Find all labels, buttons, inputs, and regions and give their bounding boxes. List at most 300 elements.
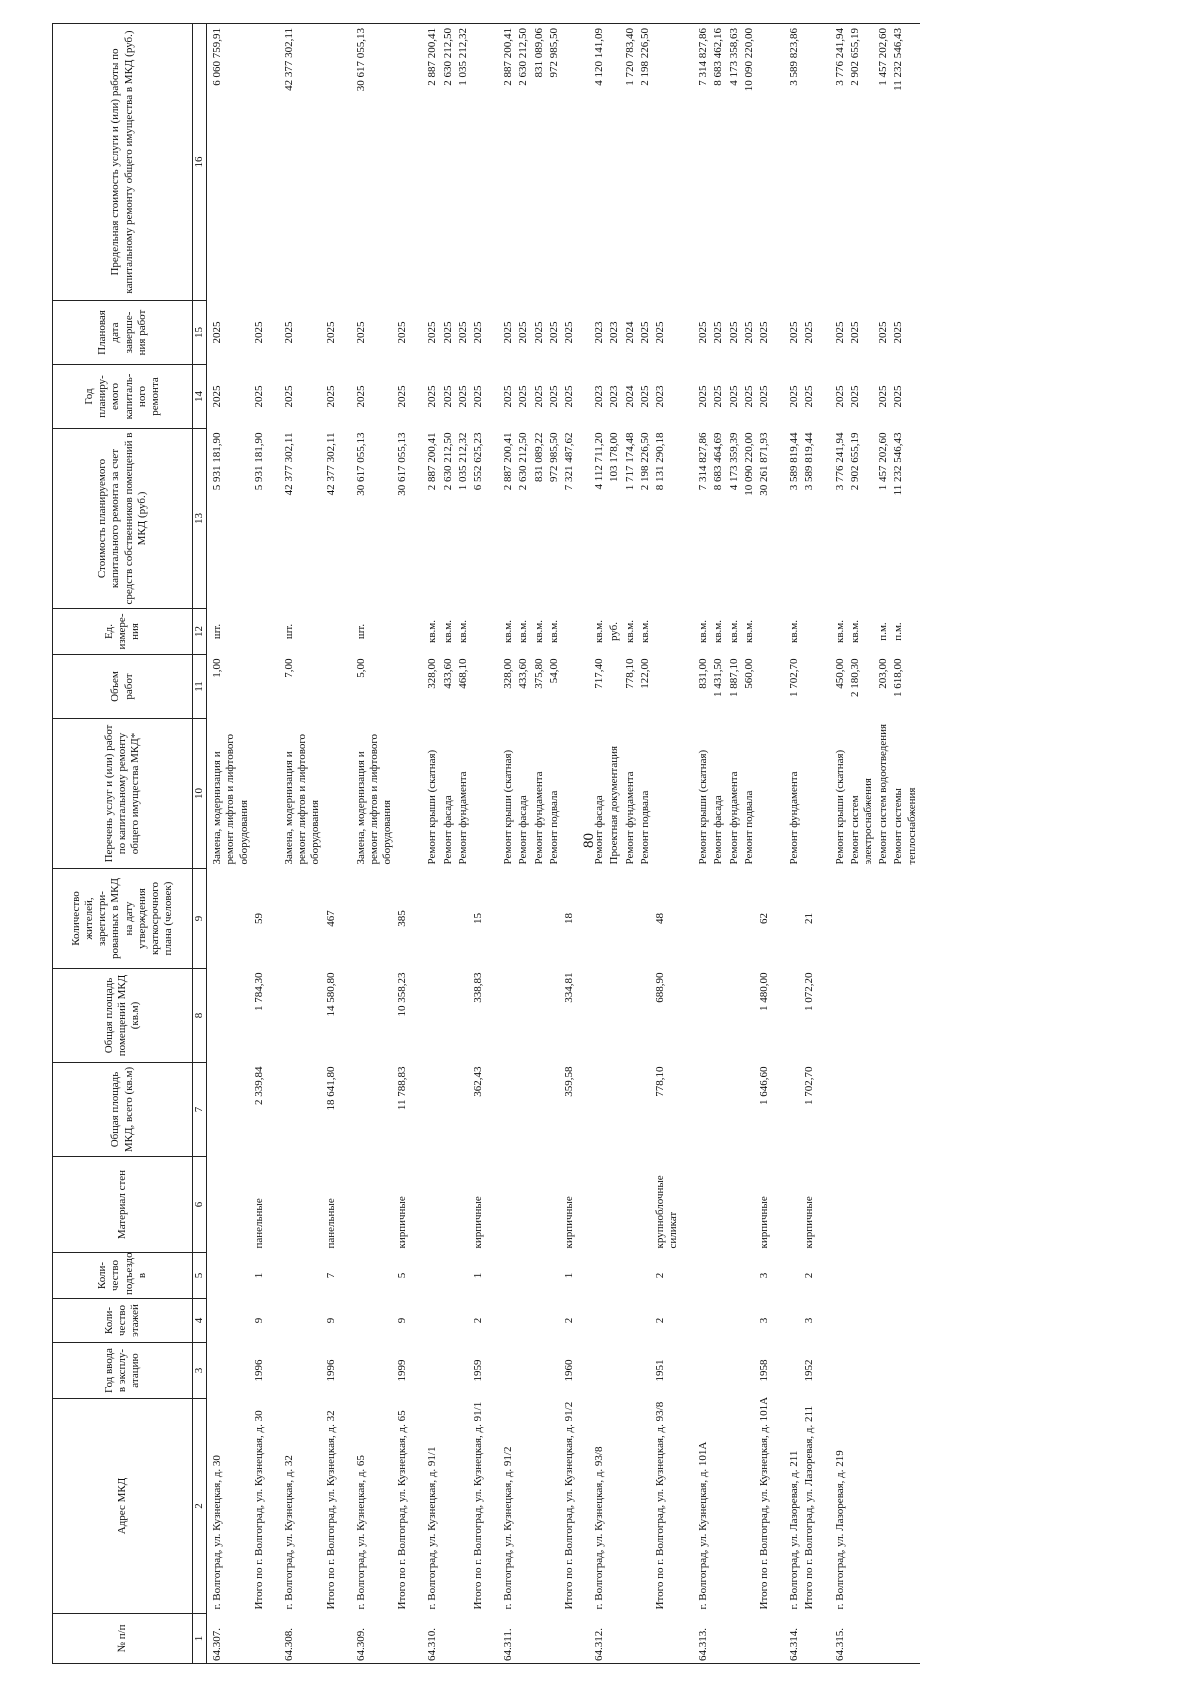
table-row — [623, 24, 638, 1664]
total-row — [324, 24, 354, 1664]
table-cell: Итого по г. Волгоград, ул. Кузнецкая, д. 93/8 — [653, 1401, 666, 1610]
table-cell — [456, 969, 471, 1063]
column-number: 10 — [193, 719, 207, 869]
table-cell — [592, 869, 607, 969]
table-cell: 30 261 871,93 — [758, 432, 770, 496]
column-header: Год ввода в эксплу-атацию — [53, 1343, 193, 1399]
table-cell: кв.м. — [848, 620, 861, 643]
table-cell — [532, 1399, 547, 1614]
table-cell: 468,10 — [456, 658, 469, 689]
table-cell — [638, 969, 653, 1063]
table-cell: кв.м. — [456, 620, 469, 643]
table-cell: 831,00 — [697, 658, 710, 689]
table-cell: 2025 — [532, 385, 545, 408]
table-cell — [562, 655, 592, 719]
table-cell — [516, 1157, 531, 1253]
table-cell: 2025 — [354, 385, 367, 408]
table-cell: 1 — [562, 1272, 575, 1279]
table-cell: Ремонт подвала — [638, 790, 651, 865]
table-cell: г. Волгоград, ул. Кузнецкая, д. 91/1 — [426, 1446, 439, 1610]
table-cell — [354, 1063, 396, 1157]
table-cell — [425, 869, 440, 969]
table-cell — [607, 24, 622, 301]
table-cell: кв.м. — [697, 620, 710, 643]
table-cell — [516, 1343, 531, 1399]
table-cell — [441, 1614, 456, 1664]
table-cell — [727, 869, 742, 969]
table-row — [501, 24, 516, 1664]
table-cell — [607, 1253, 622, 1299]
table-cell: кирпичные — [396, 1196, 409, 1249]
table-cell — [547, 1299, 562, 1343]
table-cell: Замена, модернизация и ремонт лифтов и лифтового оборудования — [354, 733, 394, 865]
table-cell: 64.312. — [592, 1614, 607, 1664]
table-cell: 3 589 819,44 — [803, 432, 816, 491]
column-number: 13 — [193, 429, 207, 609]
table-cell — [516, 1614, 531, 1664]
table-cell: Ремонт фасада — [517, 795, 530, 865]
table-cell — [848, 1157, 876, 1253]
table-cell: 2025 — [562, 321, 575, 344]
table-cell — [638, 1253, 653, 1299]
table-cell — [876, 869, 891, 969]
table-cell — [833, 1343, 848, 1399]
table-cell — [532, 969, 547, 1063]
table-cell — [696, 1253, 711, 1299]
table-cell: 2 887 200,41 — [501, 24, 516, 301]
table-cell — [848, 1343, 876, 1399]
table-cell — [607, 1343, 622, 1399]
table-row — [787, 24, 802, 1664]
rotated-page — [52, 24, 1170, 1664]
table-cell: п.м. — [877, 622, 890, 641]
table-cell — [742, 1253, 757, 1299]
table-cell: 2025 — [848, 321, 861, 344]
table-cell: п.м. — [892, 622, 905, 641]
total-row — [802, 24, 832, 1664]
table-cell: 2025 — [211, 321, 224, 344]
table-cell — [456, 1299, 471, 1343]
table-cell: 4 173 359,39 — [727, 432, 740, 491]
table-cell: Итого по г. Волгоград, ул. Кузнецкая, д. 30 — [252, 1410, 265, 1610]
column-number: 14 — [193, 365, 207, 429]
table-cell — [471, 719, 501, 869]
table-cell — [607, 1399, 622, 1614]
table-cell — [592, 1157, 607, 1253]
column-number: 1 — [193, 1614, 207, 1664]
table-cell: 560,00 — [742, 658, 755, 689]
table-cell: 2025 — [803, 321, 816, 344]
table-cell: кв.м. — [426, 620, 439, 643]
table-cell: Ремонт систем водоотведения — [877, 723, 890, 865]
table-cell: 2025 — [788, 321, 801, 344]
table-cell — [425, 1343, 440, 1399]
table-cell: кирпичные — [758, 1196, 770, 1249]
column-header: Общая площадь помещений МКД (кв.м) — [53, 969, 193, 1063]
table-cell: 7 — [324, 1272, 337, 1279]
table-cell: Ремонт фасада — [712, 795, 725, 865]
table-cell — [891, 869, 919, 969]
table-cell: 1 035 212,32 — [456, 24, 471, 301]
table-cell: 6 060 759,91 — [207, 24, 252, 301]
table-cell — [456, 1253, 471, 1299]
table-cell: Итого по г. Волгоград, ул. Кузнецкая, д. 91/1 — [472, 1401, 484, 1610]
table-cell — [742, 969, 757, 1063]
table-cell — [727, 1299, 742, 1343]
table-cell: 2025 — [282, 321, 295, 344]
table-cell: 433,60 — [441, 658, 454, 689]
table-cell: 2025 — [324, 385, 337, 408]
table-cell — [282, 869, 324, 969]
table-cell — [547, 1063, 562, 1157]
column-header: Перечень услуг и (или) работ по капитальному ремонту общего имущества МКД* — [53, 719, 193, 869]
table-cell: 5 931 181,90 — [252, 432, 265, 491]
table-cell: г. Волгоград, ул. Кузнецкая, д. 30 — [211, 1455, 224, 1610]
table-cell — [252, 719, 282, 869]
table-cell: 1 431,50 — [712, 658, 725, 697]
page-number: 80 — [581, 833, 597, 848]
table-cell — [547, 1399, 562, 1614]
table-row — [742, 24, 757, 1664]
table-cell — [207, 869, 252, 969]
table-cell: 2025 — [441, 321, 454, 344]
table-cell: 42 377 302,11 — [282, 24, 324, 301]
table-cell: 2 — [803, 1272, 816, 1279]
table-cell — [711, 969, 726, 1063]
table-row — [607, 24, 622, 1664]
column-header: Количество жителей, зарегистри-рованных в МКД на дату утверждения краткосрочного плана (человек) — [53, 869, 193, 969]
table-cell — [727, 1614, 742, 1664]
table-cell — [532, 1299, 547, 1343]
table-cell: 2025 — [697, 321, 710, 344]
table-cell: 2023 — [608, 321, 621, 344]
table-cell: 11 788,83 — [396, 1066, 409, 1111]
table-cell — [532, 869, 547, 969]
table-cell: 831 089,22 — [532, 432, 545, 482]
table-cell — [592, 1063, 607, 1157]
table-cell — [711, 1253, 726, 1299]
table-cell — [876, 969, 891, 1063]
table-cell: кв.м. — [441, 620, 454, 643]
table-cell: 8 131 290,18 — [653, 432, 666, 491]
table-cell — [623, 1343, 638, 1399]
table-cell — [623, 1299, 638, 1343]
table-cell — [742, 1614, 757, 1664]
table-cell: 2 630 212,50 — [441, 24, 456, 301]
table-cell — [501, 1343, 516, 1399]
table-cell — [207, 1253, 252, 1299]
total-row — [395, 24, 425, 1664]
table-cell: 2025 — [456, 385, 469, 408]
table-cell: 2025 — [426, 385, 439, 408]
table-cell: 62 — [758, 913, 770, 924]
table-cell: г. Волгоград, ул. Кузнецкая, д. 101А — [697, 1441, 710, 1610]
table-cell: 2025 — [727, 321, 740, 344]
table-cell — [802, 719, 832, 869]
table-cell: 1952 — [803, 1359, 816, 1382]
table-cell — [653, 609, 696, 655]
column-header: Плановая дата заверше-ния работ — [53, 301, 193, 365]
column-number: 3 — [193, 1343, 207, 1399]
table-cell — [711, 1399, 726, 1614]
table-cell — [516, 1299, 531, 1343]
table-cell — [252, 24, 282, 301]
table-cell: 64.309. — [354, 1614, 396, 1664]
table-cell: кв.м. — [623, 620, 636, 643]
table-cell — [607, 869, 622, 969]
table-cell — [696, 1299, 711, 1343]
table-cell: Ремонт подвала — [742, 790, 755, 865]
table-cell — [787, 1157, 802, 1253]
table-cell — [833, 1063, 848, 1157]
table-cell — [324, 719, 354, 869]
table-cell: Ремонт фундамента — [788, 771, 801, 865]
table-cell: 1 457 202,60 — [877, 432, 890, 491]
table-cell — [456, 869, 471, 969]
table-cell: 2025 — [877, 321, 890, 344]
table-cell — [711, 1343, 726, 1399]
table-cell — [456, 1063, 471, 1157]
table-cell: руб. — [608, 621, 621, 642]
table-cell — [471, 655, 501, 719]
table-cell: 7 314 827,86 — [697, 432, 710, 491]
table-cell — [562, 24, 592, 301]
table-row — [833, 24, 848, 1664]
table-cell: 1 702,70 — [788, 658, 801, 697]
table-cell — [441, 1299, 456, 1343]
table-cell: 1 480,00 — [758, 972, 770, 1011]
table-cell — [532, 1343, 547, 1399]
table-cell: 2024 — [623, 321, 636, 344]
table-cell: 2 — [653, 1317, 666, 1324]
total-row — [757, 24, 787, 1664]
table-cell — [395, 609, 425, 655]
table-cell — [742, 1343, 757, 1399]
table-cell: панельные — [252, 1198, 265, 1249]
table-cell: 10 358,23 — [396, 972, 409, 1017]
table-cell — [727, 1157, 742, 1253]
table-cell — [471, 24, 501, 301]
table-cell: 2025 — [742, 385, 755, 408]
table-cell — [638, 1157, 653, 1253]
table-cell: 1996 — [252, 1359, 265, 1382]
table-cell: 2025 — [547, 321, 560, 344]
table-row — [876, 24, 891, 1664]
table-cell: г. Волгоград, ул. Кузнецкая, д. 91/2 — [502, 1446, 515, 1610]
table-cell: 64.310. — [425, 1614, 440, 1664]
table-cell: 8 683 464,69 — [712, 432, 725, 491]
table-cell — [607, 1157, 622, 1253]
table-cell — [802, 655, 832, 719]
table-row — [282, 24, 324, 1664]
column-number: 8 — [193, 969, 207, 1063]
table-cell: 4 173 358,63 — [727, 24, 742, 301]
table-cell — [607, 655, 622, 719]
table-cell: 2025 — [697, 385, 710, 408]
table-cell — [742, 1399, 757, 1614]
table-cell: 103 178,00 — [608, 432, 621, 482]
table-cell: 1959 — [472, 1359, 484, 1382]
table-cell — [456, 1399, 471, 1614]
table-cell: 2025 — [472, 385, 484, 408]
table-cell — [787, 869, 802, 969]
table-cell: Ремонт крыши (скатная) — [426, 749, 439, 865]
table-row — [456, 24, 471, 1664]
table-cell: 688,90 — [653, 972, 666, 1003]
table-cell — [848, 1299, 876, 1343]
table-cell: 2 630 212,50 — [517, 432, 530, 491]
table-cell — [757, 609, 787, 655]
table-row — [207, 24, 252, 1664]
table-cell — [516, 1253, 531, 1299]
table-cell — [802, 1614, 832, 1664]
table-cell: 433,60 — [517, 658, 530, 689]
table-cell: Ремонт фундамента — [623, 771, 636, 865]
table-cell — [592, 1253, 607, 1299]
table-cell: 1,00 — [211, 658, 224, 678]
table-cell: Ремонт систем электроснабжения — [848, 778, 874, 865]
table-cell: 1 — [252, 1272, 265, 1279]
table-cell — [501, 1299, 516, 1343]
table-cell: 2025 — [833, 321, 846, 344]
table-cell: 778,10 — [623, 658, 636, 689]
table-cell: г. Волгоград, ул. Лазоревая, д. 219 — [833, 1450, 846, 1610]
table-cell — [727, 1399, 742, 1614]
table-cell: 6 552 625,23 — [472, 432, 484, 491]
table-cell: 5 — [396, 1272, 409, 1279]
table-cell: 14 580,80 — [324, 972, 337, 1017]
table-cell — [354, 1343, 396, 1399]
table-cell — [833, 969, 848, 1063]
table-cell: 450,00 — [833, 658, 846, 689]
table-cell: 2 887 200,41 — [426, 432, 439, 491]
table-cell: 2025 — [252, 321, 265, 344]
table-cell — [456, 1614, 471, 1664]
table-cell — [252, 655, 282, 719]
table-cell — [607, 1063, 622, 1157]
table-cell: 831 089,06 — [532, 24, 547, 301]
table-cell: 3 589 823,86 — [787, 24, 802, 301]
table-cell: 64.314. — [787, 1614, 802, 1664]
table-cell — [638, 1063, 653, 1157]
table-cell: Ремонт фундамента — [532, 771, 545, 865]
table-cell — [282, 1343, 324, 1399]
table-cell — [833, 1299, 848, 1343]
table-cell: 2025 — [324, 321, 337, 344]
table-cell: 2 630 212,50 — [441, 432, 454, 491]
table-cell: 2025 — [727, 385, 740, 408]
table-cell: кв.м. — [532, 620, 545, 643]
table-cell — [501, 969, 516, 1063]
table-cell: г. Волгоград, ул. Кузнецкая, д. 93/8 — [593, 1446, 606, 1610]
table-cell: 3 — [758, 1317, 770, 1324]
table-cell: 42 377 302,11 — [282, 432, 295, 496]
table-cell: г. Волгоград, ул. Лазоревая, д. 211 — [788, 1450, 801, 1610]
table-cell — [425, 1253, 440, 1299]
table-cell — [532, 1157, 547, 1253]
table-cell — [787, 1343, 802, 1399]
table-cell: 2025 — [892, 321, 905, 344]
table-cell: 2025 — [712, 385, 725, 408]
table-cell: Замена, модернизация и ремонт лифтов и лифтового оборудования — [211, 733, 250, 865]
table-cell — [891, 1614, 919, 1664]
table-row — [441, 24, 456, 1664]
table-cell: Ремонт фундамента — [456, 771, 469, 865]
table-cell: 9 — [396, 1317, 409, 1324]
column-number: 6 — [193, 1157, 207, 1253]
table-cell — [876, 1614, 891, 1664]
table-cell — [607, 969, 622, 1063]
table-cell: 3 589 819,44 — [788, 432, 801, 491]
table-cell — [891, 969, 919, 1063]
table-cell: 2 180,30 — [848, 658, 861, 697]
table-cell: Ремонт фундамента — [727, 771, 740, 865]
table-cell: 122,00 — [638, 658, 651, 689]
table-cell: 2025 — [354, 321, 367, 344]
column-header: Общая площадь МКД, всего (кв.м) — [53, 1063, 193, 1157]
table-cell: Ремонт крыши (скатная) — [697, 749, 710, 865]
table-row — [354, 24, 396, 1664]
table-cell: 9 — [324, 1317, 337, 1324]
table-cell: 2025 — [472, 321, 484, 344]
table-cell: 2025 — [517, 385, 530, 408]
table-cell — [876, 1253, 891, 1299]
table-cell — [802, 24, 832, 301]
table-cell: 2025 — [758, 321, 770, 344]
table-cell: 2025 — [282, 385, 295, 408]
table-cell — [891, 1253, 919, 1299]
table-cell — [891, 1299, 919, 1343]
table-cell: кв.м. — [638, 620, 651, 643]
table-cell — [727, 1063, 742, 1157]
table-cell — [848, 969, 876, 1063]
capital-repair-table — [52, 23, 920, 1664]
column-number: 4 — [193, 1299, 207, 1343]
table-cell: 2 — [653, 1272, 666, 1279]
table-cell: 717,40 — [593, 658, 606, 689]
table-cell: 2023 — [593, 385, 606, 408]
table-cell: 1 720 783,40 — [623, 24, 638, 301]
table-row — [547, 24, 562, 1664]
table-cell — [354, 869, 396, 969]
table-cell: 7,00 — [282, 658, 295, 678]
table-row — [727, 24, 742, 1664]
table-cell: 362,43 — [472, 1066, 484, 1097]
table-cell — [696, 1343, 711, 1399]
table-cell — [547, 1253, 562, 1299]
table-cell — [207, 1063, 252, 1157]
column-header: Материал стен — [53, 1157, 193, 1253]
table-cell: 359,58 — [562, 1066, 575, 1097]
table-cell — [354, 1299, 396, 1343]
column-header: Ед. измере-ния — [53, 609, 193, 655]
table-cell — [395, 719, 425, 869]
table-cell — [532, 1253, 547, 1299]
table-cell — [282, 969, 324, 1063]
table-cell — [711, 1063, 726, 1157]
table-cell — [562, 1614, 592, 1664]
table-cell: 2025 — [456, 321, 469, 344]
table-cell: 328,00 — [502, 658, 515, 689]
table-cell: Ремонт крыши (скатная) — [833, 749, 846, 865]
table-cell — [653, 719, 696, 869]
table-cell — [623, 1399, 638, 1614]
table-cell: 2023 — [593, 321, 606, 344]
table-cell — [532, 1063, 547, 1157]
table-cell: 18 641,80 — [324, 1066, 337, 1111]
table-cell — [623, 969, 638, 1063]
table-cell — [501, 869, 516, 969]
